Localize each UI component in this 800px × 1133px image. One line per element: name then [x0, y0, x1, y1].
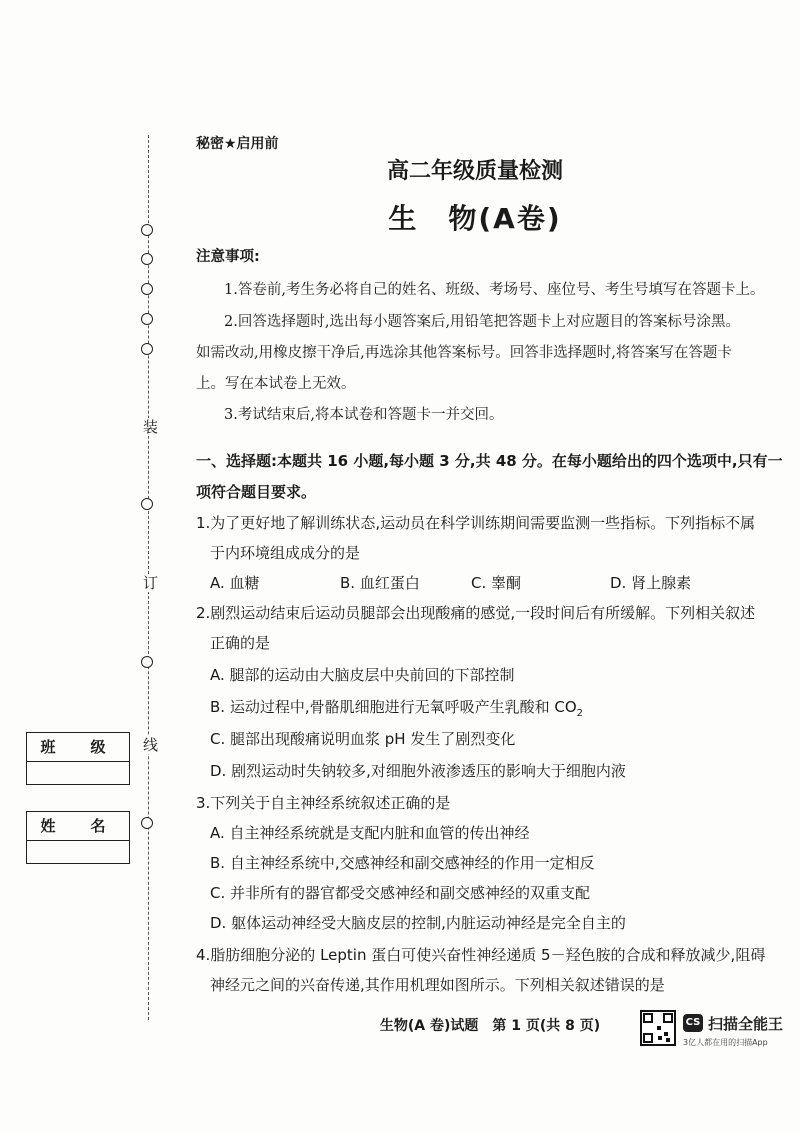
- question-1-stem: 1.为了更好地了解训练状态,运动员在科学训练期间需要监测一些指标。下列指标不属: [196, 514, 756, 532]
- question-2-option-b: [210, 697, 583, 724]
- section-heading: 项符合题目要求。: [196, 483, 317, 501]
- question-2-option-a: A. 腿部的运动由大脑皮层中央前回的下部控制: [210, 666, 515, 684]
- section-heading: 一、选择题:本题共 16 小题,每小题 3 分,共 48 分。在每小题给出的四个选项中,只有一: [196, 452, 783, 470]
- camscanner-name: 扫描全能王: [708, 1015, 784, 1033]
- notes-heading: 注意事项:: [196, 249, 260, 265]
- qr-code-icon: [640, 1010, 676, 1046]
- question-1-stem: 于内环境组成成分的是: [210, 544, 361, 562]
- binding-hole-icon: [141, 253, 153, 265]
- question-4-stem: 4.脂肪细胞分泌的 Leptin 蛋白可使兴奋性神经递质 5－羟色胺的合成和释放减少,阻碍: [196, 946, 766, 964]
- name-box: [26, 811, 130, 864]
- question-1-option-a: A. 血糖: [210, 574, 260, 592]
- binding-hole-icon: [141, 817, 153, 829]
- question-2-stem: 正确的是: [210, 634, 271, 652]
- camscanner-tagline: 3亿人都在用的扫描App: [683, 1038, 768, 1047]
- question-1-option-c: C. 睾酮: [471, 574, 522, 592]
- question-4-stem: 神经元之间的兴奋传递,其作用机理如图所示。下列相关叙述错误的是: [210, 976, 665, 994]
- question-3-option-c: C. 并非所有的器官都受交感神经和副交感神经的双重支配: [210, 884, 591, 902]
- question-3-option-d: D. 躯体运动神经受大脑皮层的控制,内脏运动神经是完全自主的: [210, 914, 626, 932]
- question-2-option-b-text: B. 运动过程中,骨骼肌细胞进行无氧呼吸产生乳酸和 CO: [210, 698, 577, 716]
- binding-hole-icon: [141, 656, 153, 668]
- question-3-stem: 3.下列关于自主神经系统叙述正确的是: [196, 794, 451, 812]
- page-title: 高二年级质量检测: [386, 159, 563, 184]
- subscript: 2: [576, 708, 584, 719]
- notes-item: 2.回答选择题时,选出每小题答案后,用铅笔把答题卡上对应题目的答案标号涂黑。: [224, 314, 741, 330]
- margin-char-xian: 线: [143, 736, 159, 754]
- notes-item: 1.答卷前,考生务必将自己的姓名、班级、考场号、座位号、考生号填写在答题卡上。: [224, 282, 765, 298]
- subject-title: 生 物(A卷): [388, 202, 562, 235]
- class-box: [26, 732, 130, 785]
- notes-item: 如需改动,用橡皮擦干净后,再选涂其他答案标号。回答非选择题时,将答案写在答题卡: [196, 345, 732, 361]
- question-1-option-b: B. 血红蛋白: [340, 574, 420, 592]
- question-3-option-b: B. 自主神经系统中,交感神经和副交感神经的作用一定相反: [210, 854, 595, 872]
- class-label: 班 级: [27, 733, 129, 762]
- margin-char-zhuang: 装: [143, 418, 159, 436]
- name-field[interactable]: [27, 841, 129, 863]
- binding-hole-icon: [141, 343, 153, 355]
- binding-hole-icon: [141, 283, 153, 295]
- question-3-option-a: A. 自主神经系统就是支配内脏和血管的传出神经: [210, 824, 530, 842]
- binding-hole-icon: [141, 313, 153, 325]
- binding-hole-icon: [141, 498, 153, 510]
- name-label: 姓 名: [27, 812, 129, 841]
- notes-item: 3.考试结束后,将本试卷和答题卡一并交回。: [224, 407, 504, 423]
- class-field[interactable]: [27, 762, 129, 784]
- question-1-option-d: D. 肾上腺素: [610, 574, 692, 592]
- question-2-option-d: D. 剧烈运动时失钠较多,对细胞外液渗透压的影响大于细胞内液: [210, 762, 626, 780]
- margin-char-ding: 订: [143, 574, 159, 592]
- page-footer: 生物(A 卷)试题 第 1 页(共 8 页): [379, 1018, 601, 1034]
- question-2-option-c: C. 腿部出现酸痛说明血浆 pH 发生了剧烈变化: [210, 730, 516, 748]
- question-2-stem: 2.剧烈运动结束后运动员腿部会出现酸痛的感觉,一段时间后有所缓解。下列相关叙述: [196, 604, 756, 622]
- secret-label: 秘密★启用前: [196, 136, 279, 152]
- notes-item: 上。写在本试卷上无效。: [196, 376, 356, 392]
- camscanner-logo-icon: CS: [683, 1014, 703, 1032]
